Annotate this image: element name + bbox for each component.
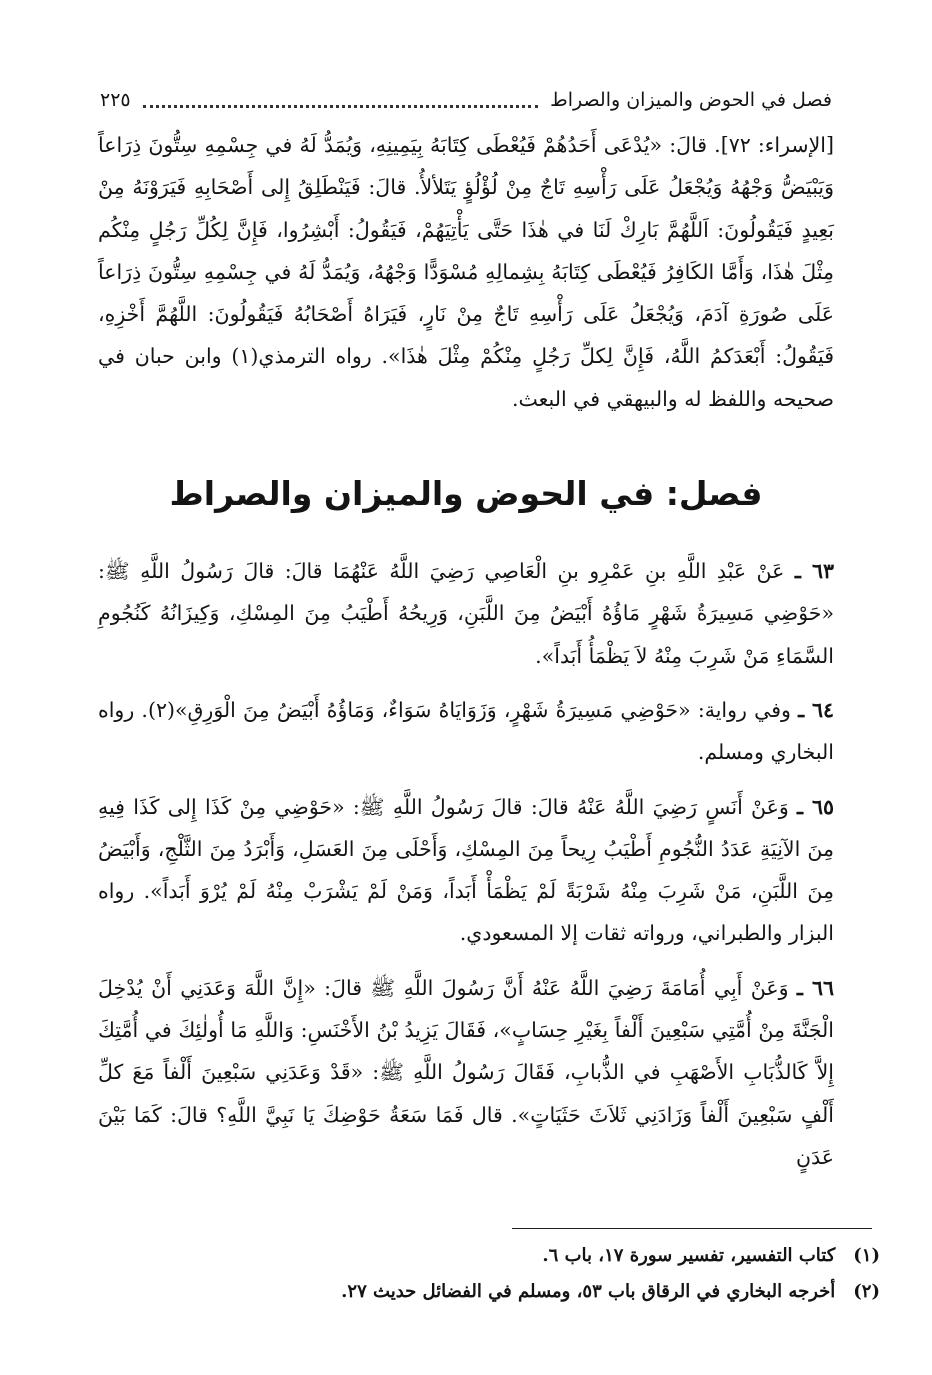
hadith-65	[98, 786, 834, 955]
hadith-number: ٦٦ ـ	[796, 975, 834, 1000]
footnotes	[98, 1238, 880, 1310]
hadith-text: وَعَنْ أَبِي أُمَامَةَ رَضِيَ اللَّهُ عَنْهُ أَنَّ رَسُولَ اللَّهِ ﷺ قالَ: «إِنَّ اللَّهَ وَعَدَنِي أَنْ يُدْخِلَ الْجَنَّةَ مِنْ أُمَّتِي سَبْعِينَ أَلْفاً بِغَيْرِ حِسَابٍ»، فَقَالَ يَزِيدُ بْنُ الأَخْنَسِ: وَاللَّهِ مَا أُولٰئِكَ في أُمَّتِكَ إِلاَّ كَالذُّبَابِ الأَصْهَبِ في الذُّبابِ، فَقَالَ رَسُولُ اللَّهِ ﷺ: «قَدْ وَعَدَنِي سَبْعِينَ أَلْفاً مَعَ كلِّ أَلْفٍ سَبْعِينَ أَلْفاً وَزَادَنِي ثَلاَثَ حَثَيَاتٍ». قال فَمَا سَعَةُ حَوْضِكَ يَا نَبِيَّ اللَّهِ؟ قالَ: كَمَا بَيْنَ عَدَنٍ	[98, 975, 834, 1169]
footnote-text: أخرجه البخاري في الرقاق باب ٥٣، ومسلم في الفضائل حديث ٢٧.	[341, 1281, 836, 1302]
hadith-number: ٦٣ ـ	[794, 559, 834, 584]
footnote-2	[98, 1274, 880, 1310]
section-heading: فصل: في الحوض والميزان والصراط	[169, 474, 763, 514]
hadith-text: وَعَنْ أَنَسٍ رَضِيَ اللَّهُ عَنْهُ قالَ: قالَ رَسُولُ اللَّهِ ﷺ: «حَوْضِي مِنْ كَذَا إِلى كَذَا فِيهِ مِنَ الآنِيَةِ عَدَدُ النُّجُومِ أَطْيَبُ رِيحاً مِنَ المِسْكِ، وَأَحْلَى مِنَ العَسَلِ، وَأَبْرَدُ مِنَ الثَّلْجِ، وَأَبْيَضُ مِنَ اللَّبَنِ، مَنْ شَرِبَ مِنْهُ شَرْبَةً لَمْ يَظْمَأْ أَبَداً، وَمَنْ لَمْ يَشْرَبْ مِنْهُ لَمْ يُرْوَ أَبَداً». رواه البزار والطبراني، ورواته ثقات إلا المسعودي.	[98, 794, 834, 946]
footnote-text: كتاب التفسير، تفسير سورة ١٧، باب ٦.	[542, 1245, 836, 1266]
hadith-63	[98, 550, 834, 677]
hadith-64	[98, 689, 834, 774]
leader-dots	[143, 93, 539, 108]
footnote-1	[98, 1238, 880, 1274]
paragraph-continuation: [الإسراء: ٧٢]. قالَ: «يُدْعَى أَحَدُهُمْ فَيُعْطَى كِتَابَهُ بِيَمِينِهِ، وَيُمَدُّ لَهُ في جِسْمِهِ سِتُّونَ ذِرَاعاً وَيَبْيَضُّ وَجْهُهُ وَيُجْعَلُ عَلَى رَأْسِهِ تَاجٌ مِنْ لُؤْلُؤٍ يَتَلألأُ. قالَ: فَيَنْطَلِقُ إِلى أَصْحَابِهِ فَيَرَوْنَهُ مِنْ بَعِيدٍ فَيَقُولُونَ: اَللَّهُمَّ بَارِكْ لَنَا في هٰذَا حَتَّى يَأْتِيَهُمْ، فَيَقُولُ: أَبْشِرُوا، فَإِنَّ لِكُلِّ رَجُلٍ مِنْكُم مِثْلَ هٰذَا، وَأَمَّا الكَافِرُ فَيُعْطَى كِتَابَهُ بِشِمالِهِ مُسْوَدًّا وَجْهُهُ، وَيُمَدُّ لَهُ في جِسْمِهِ سِتُّونَ ذِرَاعاً عَلَى صُورَةِ آدَمَ، وَيُجْعَلُ عَلَى رَأْسِهِ تَاجٌ مِنْ نَارٍ، فَيَرَاهُ أَصْحَابُهُ فَيَقُولُونَ: اللَّهُمَّ أَخْزِهِ، فَيَقُولُ: أَبْعَدَكمُ اللَّهُ، فَإِنَّ لِكلِّ رَجُلٍ مِنْكُمْ مِثْلَ هٰذَا». رواه الترمذي(١) وابن حبان في صحيحه واللفظ له والبيهقي في البعث.	[98, 133, 834, 411]
footnote-rule	[512, 1228, 872, 1229]
hadith-number: ٦٥ ـ	[797, 794, 834, 819]
hadith-text: عَنْ عَبْدِ اللَّهِ بنِ عَمْرِو بنِ الْعَاصِي رَضِيَ اللَّهُ عَنْهُمَا قالَ: قالَ رَسُولُ اللَّهِ ﷺ: «حَوْضِي مَسِيرَةُ شَهْرٍ مَاؤُهُ أَبْيَضُ مِنَ اللَّبَنِ، وَرِيحُهُ أَطْيَبُ مِنَ المِسْكِ، وَكِيزَانُهُ كَنُجُومِ السَّمَاءِ مَنْ شَرِبَ مِنْهُ لاَ يَظْمَأُ أَبَداً».	[98, 559, 834, 668]
footnote-mark: (٢)	[853, 1281, 880, 1302]
footnote-mark: (١)	[853, 1245, 880, 1266]
running-header	[100, 86, 832, 114]
hadith-text: وفي رواية: «حَوْضِي مَسِيرَةُ شَهْرٍ، وَزَوَايَاهُ سَوَاءٌ، وَمَاؤُهُ أَبْيَضُ مِنَ الْوَرِقِ»(٢). رواه البخاري ومسلم.	[98, 697, 834, 765]
running-title: فصل في الحوض والميزان والصراط	[550, 89, 832, 111]
page-body	[98, 124, 834, 1178]
page-number: ٢٢٥	[100, 89, 131, 111]
hadith-number: ٦٤ ـ	[798, 697, 834, 722]
hadith-66	[98, 967, 834, 1178]
